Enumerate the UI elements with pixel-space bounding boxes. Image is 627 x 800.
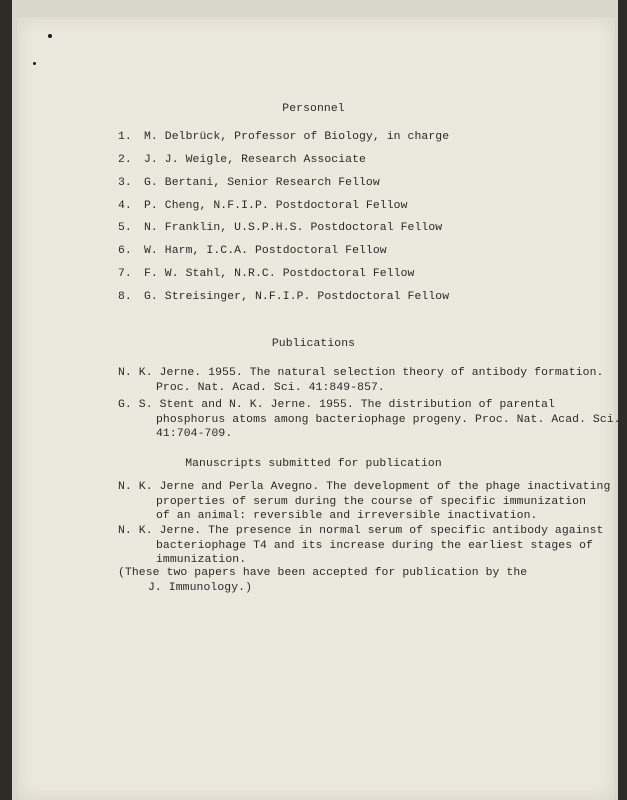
note-line: (These two papers have been accepted for publication by the — [118, 567, 528, 579]
entry-line: G. S. Stent and N. K. Jerne. 1955. The distribution of parental — [118, 399, 555, 411]
personnel-number: 8. — [118, 291, 132, 303]
personnel-text: F. W. Stahl, N.R.C. Postdoctoral Fellow — [144, 268, 415, 280]
personnel-heading: Personnel — [282, 103, 345, 115]
personnel-item — [118, 291, 449, 303]
publication-entry — [118, 398, 621, 442]
personnel-number: 2. — [118, 154, 132, 166]
entry-line: properties of serum during the course of specific immunization — [156, 495, 587, 508]
entry-line: of an animal: reversible and irreversible inactivation. — [156, 510, 538, 522]
manuscript-entry — [118, 480, 611, 524]
entry-line: phosphorus atoms among bacteriophage progeny. Proc. Nat. Acad. Sci. — [156, 413, 621, 426]
personnel-item — [118, 177, 380, 189]
publication-entry — [118, 366, 604, 395]
personnel-item — [118, 222, 442, 234]
manuscripts-heading: Manuscripts submitted for publication — [185, 458, 442, 470]
personnel-number: 1. — [118, 131, 132, 143]
personnel-text: G. Bertani, Senior Research Fellow — [144, 177, 380, 189]
personnel-number: 7. — [118, 268, 132, 280]
entry-line: 41:704-709. — [156, 428, 233, 440]
personnel-number: 6. — [118, 245, 132, 257]
note-line: J. Immunology.) — [148, 581, 253, 594]
personnel-text: G. Streisinger, N.F.I.P. Postdoctoral Fellow — [144, 291, 450, 303]
personnel-item — [118, 131, 449, 143]
personnel-number: 5. — [118, 222, 132, 234]
manuscripts-note — [118, 566, 558, 595]
personnel-text: M. Delbrück, Professor of Biology, in charge — [144, 131, 450, 143]
personnel-text: P. Cheng, N.F.I.P. Postdoctoral Fellow — [144, 200, 408, 212]
entry-line: N. K. Jerne. 1955. The natural selection theory of antibody formation. — [118, 367, 604, 379]
entry-line: immunization. — [156, 554, 247, 566]
manuscript-entry — [118, 524, 604, 568]
personnel-item — [118, 154, 366, 166]
personnel-number: 3. — [118, 177, 132, 189]
personnel-item — [118, 200, 408, 212]
personnel-item — [118, 245, 387, 257]
personnel-number: 4. — [118, 200, 132, 212]
personnel-text: W. Harm, I.C.A. Postdoctoral Fellow — [144, 245, 387, 257]
personnel-text: J. J. Weigle, Research Associate — [144, 154, 366, 166]
entry-line: N. K. Jerne. The presence in normal serum of specific antibody against — [118, 525, 604, 537]
personnel-text: N. Franklin, U.S.P.H.S. Postdoctoral Fellow — [144, 222, 443, 234]
entry-line: N. K. Jerne and Perla Avegno. The development of the phage inactivating — [118, 481, 611, 493]
entry-line: Proc. Nat. Acad. Sci. 41:849-857. — [156, 381, 385, 394]
publications-heading: Publications — [271, 338, 356, 350]
entry-line: bacteriophage T4 and its increase during the earliest stages of — [156, 539, 593, 552]
personnel-item — [118, 268, 414, 280]
